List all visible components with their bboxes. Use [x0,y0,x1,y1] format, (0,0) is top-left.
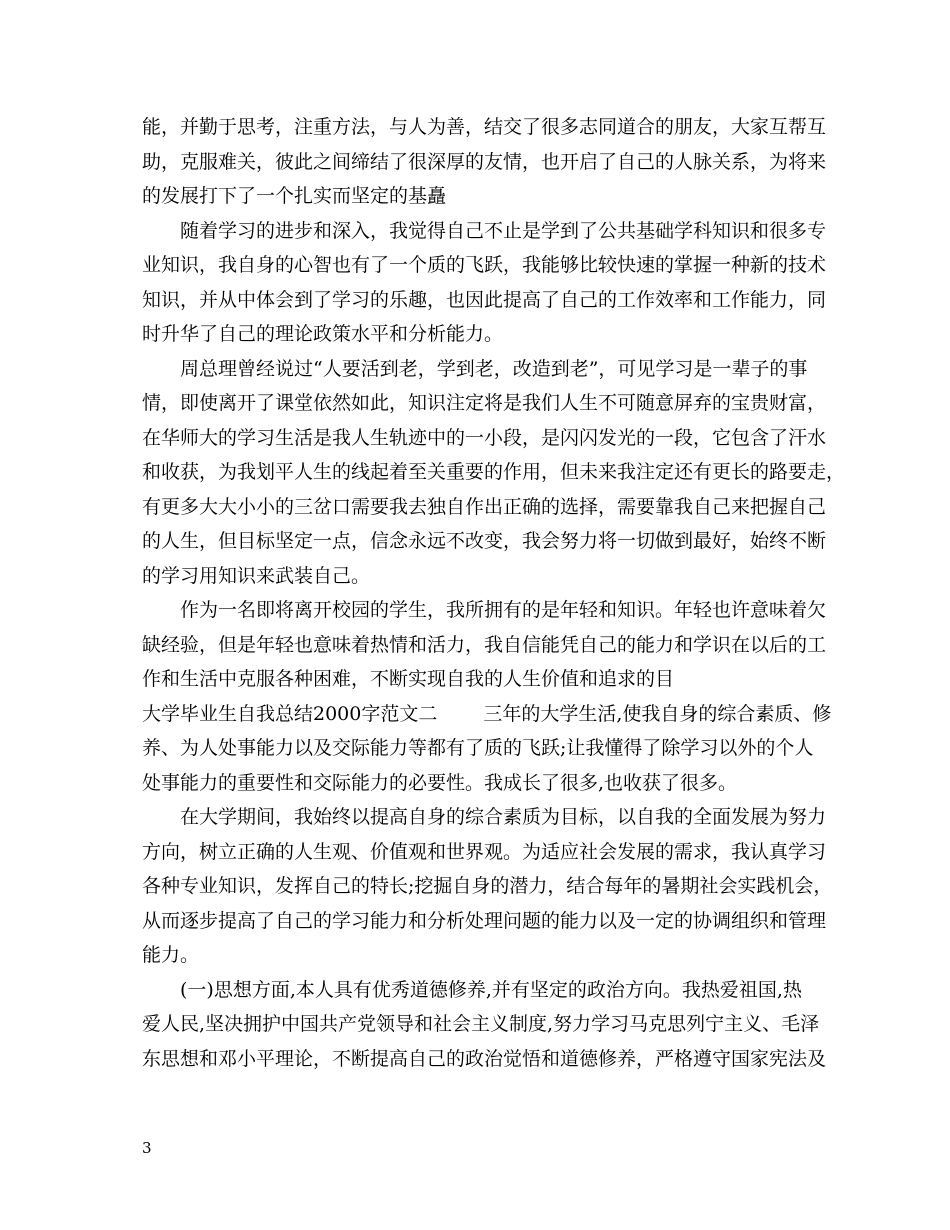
text-line: 和收获，为我划平人生的线起着至关重要的作用，但未来我注定还有更长的路要走， [142,461,846,483]
text-line: 能，并勤于思考，注重方法，与人为善，结交了很多志同道合的朋友，大家互帮互 [142,116,827,138]
paragraph-start: 随着学习的进步和深入，我觉得自己不止是学到了公共基础学科知识和很多专 [180,219,827,242]
text-line: 的人生，但目标坚定一点，信念永远不改变，我会努力将一切做到最好，始终不断 [142,530,827,552]
text-line: 的学习用知识来武装自己。 [142,564,371,587]
text-line: 爱人民,坚决拥护中国共产党领导和社会主义制度,努力学习马克思列宁主义、毛泽 [142,1013,820,1035]
paragraph-start: (一)思想方面,本人具有优秀道德修养,并有坚定的政治方向。我热爱祖国,热 [180,978,802,1001]
text-line: 业知识，我自身的心智也有了一个质的飞跃，我能够比较快速的掌握一种新的技术 [142,254,827,276]
document-body [142,110,846,1076]
text-line: 时升华了自己的理论政策水平和分析能力。 [142,323,504,345]
paragraph-start: 在大学期间，我始终以提高自身的综合素质为目标，以自我的全面发展为努力 [180,806,827,828]
text-line: 东思想和邓小平理论，不断提高自己的政治觉悟和道德修养，严格遵守国家宪法及 [142,1047,827,1070]
text-line: 从而逐步提高了自己的学习能力和分析处理问题的能力以及一定的协调组织和管理 [142,909,827,932]
paragraph-start: 周总理曾经说过“人要活到老，学到老，改造到老”，可见学习是一辈子的事 [180,357,808,380]
text-line: 有更多大大小小的三岔口需要我去独自作出正确的选择，需要靠我自己来把握自己 [142,495,827,518]
text-line: 的发展打下了一个扎实而坚定的基矗 [142,185,447,207]
text-line: 缺经验，但是年轻也意味着热情和活力，我自信能凭自己的能力和学识在以后的工 [142,633,827,656]
page-number: 3 [142,1139,152,1157]
section-heading-line [142,697,832,732]
text-line: 在华师大的学习生活是我人生轨迹中的一小段，是闪闪发光的一段，它包含了汗水 [142,426,827,449]
text-line: 处事能力的重要性和交际能力的必要性。我成长了很多,也收获了很多。 [142,771,738,794]
text-line: 作和生活中克服各种困难，不断实现自我的人生价值和追求的目 [142,668,675,690]
section-intro-text: 三年的大学生活,使我自身的综合素质、修 [483,702,832,725]
text-line: 能力。 [142,944,200,966]
text-line: 各种专业知识，发挥自己的特长;挖掘自身的潜力，结合每年的暑期社会实践机会， [142,875,833,897]
section-title: 大学毕业生自我总结2000字范文二 [142,702,438,725]
paragraph-start: 作为一名即将离开校园的学生，我所拥有的是年轻和知识。年轻也许意味着欠 [180,599,827,621]
text-line: 养、为人处事能力以及交际能力等都有了质的飞跃;让我懂得了除学习以外的个人 [142,737,814,759]
text-line: 助，克服难关，彼此之间缔结了很深厚的友情，也开启了自己的人脉关系，为将来 [142,150,827,173]
text-line: 情，即使离开了课堂依然如此，知识注定将是我们人生不可随意屏弃的宝贵财富， [142,392,827,414]
text-line: 知识，并从中体会到了学习的乐趣，也因此提高了自己的工作效率和工作能力，同 [142,288,827,311]
text-line: 方向，树立正确的人生观、价值观和世界观。为适应社会发展的需求，我认真学习 [142,840,827,863]
